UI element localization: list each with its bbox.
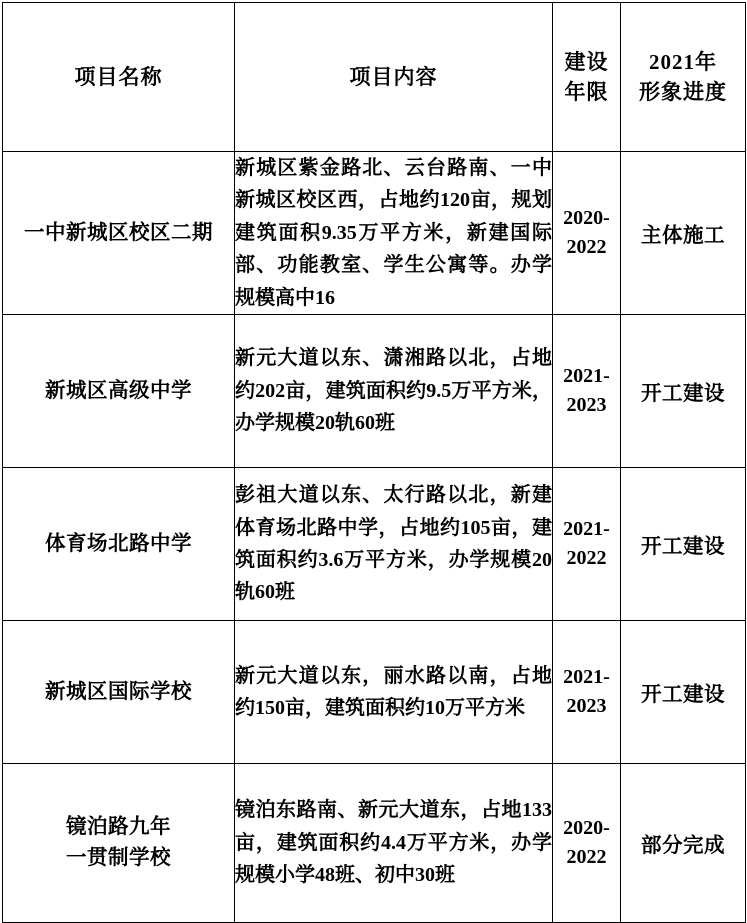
header-progress-label — [621, 47, 745, 108]
header-construction-years — [553, 3, 621, 152]
table-row — [3, 152, 746, 315]
cell-project-content: 新城区紫金路北、云台路南、一中新城区校区西，占地约120亩，规划建筑面积9.35万平方米，新建国际部、功能教室、学生公寓等。办学规模高中16 — [235, 152, 553, 315]
years-start: 2021- — [563, 364, 610, 387]
cell-project-content: 新元大道以东、潇湘路以北，占地约202亩，建筑面积约9.5万平方米，办学规模20轨60班 — [235, 314, 553, 467]
cell-progress: 开工建设 — [621, 314, 746, 467]
header-progress-line2: 形象进度 — [639, 80, 727, 104]
cell-project-content: 彭祖大道以东、太行路以北，新建体育场北路中学，占地约105亩，建筑面积约3.6万平方米，办学规模20轨60班 — [235, 467, 553, 620]
cell-progress: 开工建设 — [621, 620, 746, 763]
cell-project-name — [3, 763, 235, 922]
project-table — [2, 2, 746, 923]
years-end: 2023 — [566, 694, 607, 717]
cell-construction-years — [553, 620, 621, 763]
header-project-content — [235, 3, 553, 152]
years-start: 2021- — [563, 665, 610, 688]
header-construction-years-line2: 年限 — [564, 80, 609, 104]
years-end: 2023 — [566, 393, 607, 416]
cell-construction-years — [553, 314, 621, 467]
table-body — [3, 152, 746, 923]
cell-project-name — [3, 314, 235, 467]
table-row — [3, 314, 746, 467]
years-start: 2020- — [563, 816, 610, 839]
header-project-name — [3, 3, 235, 152]
table-row — [3, 467, 746, 620]
project-name-line2: 一贯制学校 — [66, 846, 171, 869]
years-end: 2022 — [566, 546, 607, 569]
cell-project-name — [3, 152, 235, 315]
project-name-line1: 新城区国际学校 — [45, 680, 192, 703]
years-start: 2021- — [563, 517, 610, 540]
header-project-content-label: 项目内容 — [349, 64, 438, 89]
header-row — [3, 3, 746, 152]
cell-project-content: 镜泊东路南、新元大道东，占地133亩，建筑面积约4.4万平方米，办学规模小学48班、初中30班 — [235, 763, 553, 922]
cell-construction-years — [553, 763, 621, 922]
cell-project-name — [3, 620, 235, 763]
years-end: 2022 — [566, 235, 607, 258]
project-name-line1: 镜泊路九年 — [66, 816, 171, 839]
header-progress — [621, 3, 746, 152]
project-name-line1: 一中新城区校区二期 — [24, 221, 213, 244]
table-row — [3, 763, 746, 922]
header-construction-years-label — [553, 47, 620, 108]
cell-progress: 开工建设 — [621, 467, 746, 620]
cell-progress: 部分完成 — [621, 763, 746, 922]
header-construction-years-line1: 建设 — [564, 49, 609, 74]
header-progress-line1: 2021年 — [649, 49, 717, 74]
years-end: 2022 — [566, 845, 607, 868]
cell-project-name — [3, 467, 235, 620]
cell-construction-years — [553, 152, 621, 315]
years-start: 2020- — [563, 206, 610, 229]
cell-construction-years — [553, 467, 621, 620]
cell-project-content: 新元大道以东，丽水路以南，占地约150亩，建筑面积约10万平方米 — [235, 620, 553, 763]
project-name-line1: 体育场北路中学 — [45, 532, 192, 555]
table-row — [3, 620, 746, 763]
header-project-name-label: 项目名称 — [74, 64, 163, 89]
cell-progress: 主体施工 — [621, 152, 746, 315]
project-name-line1: 新城区高级中学 — [45, 379, 192, 402]
table-header — [3, 3, 746, 152]
